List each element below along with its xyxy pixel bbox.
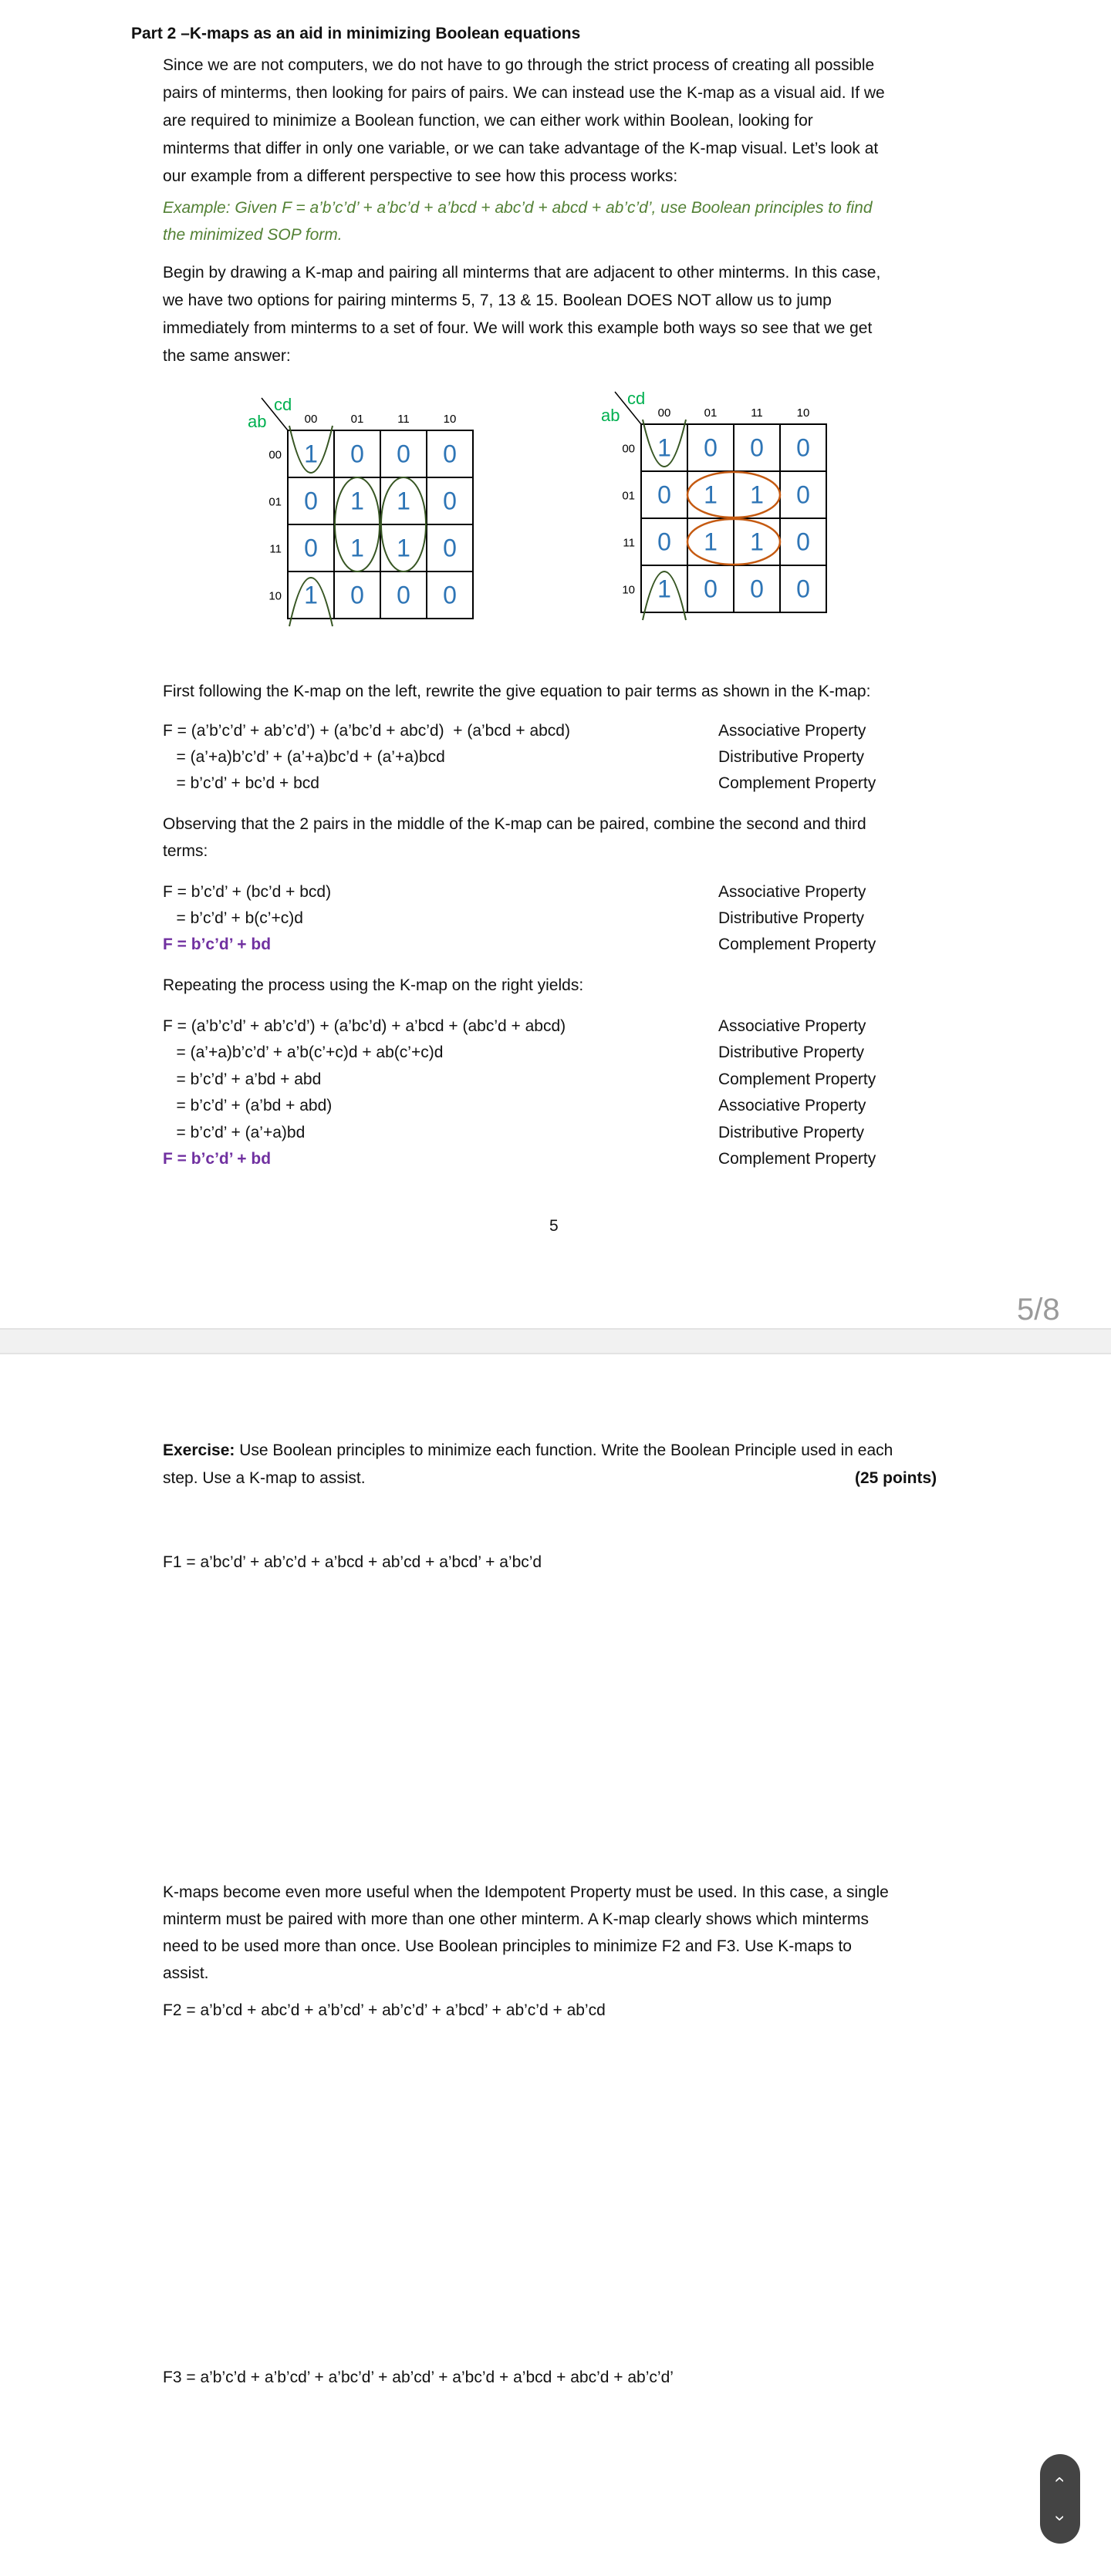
row-label: 00 <box>622 442 635 456</box>
step-expression: F = (a’b’c’d’ + ab’c’d’) + (a’bc’d) + a’bcd + (abc’d + abcd) <box>163 1017 566 1035</box>
kmap-cell-value: 1 <box>350 534 364 562</box>
kmap-cell-value: 0 <box>704 575 718 603</box>
observing-line: terms: <box>163 842 208 860</box>
kmap-cell-value: 0 <box>304 534 318 562</box>
kmap-cell-value: 1 <box>750 528 764 556</box>
col-var-label: cd <box>274 395 292 414</box>
kmap-cell-value: 0 <box>397 440 410 468</box>
step-property: Associative Property <box>718 722 866 740</box>
col-label: 01 <box>350 413 364 426</box>
step-property: Distributive Property <box>718 1123 865 1141</box>
kmap-cell-value: 1 <box>657 575 671 603</box>
kmap-cell-value: 0 <box>443 440 457 468</box>
begin-line: we have two options for pairing minterms 5, 7, 13 & 15. Boolean DOES NOT allow us to jump <box>163 292 832 309</box>
kmap-cell-value: 0 <box>657 528 671 556</box>
kmap-left <box>231 386 478 640</box>
kmap-cell-value: 0 <box>796 480 810 509</box>
f2-equation: F2 = a’b’cd + abc’d + a’b’cd’ + ab’c’d’ + a’bcd’ + ab’c’d + ab’cd <box>163 2001 606 2019</box>
step-property: Complement Property <box>718 1070 876 1088</box>
kmap-cell-value: 0 <box>443 581 457 609</box>
step-property: Complement Property <box>718 1150 876 1168</box>
intro-line: pairs of minterms, then looking for pairs of pairs. We can instead use the K-map as a visual aid. If we <box>163 84 885 102</box>
repeating-text: Repeating the process using the K-map on the right yields: <box>163 976 584 994</box>
col-label: 10 <box>443 413 457 426</box>
row-label: 10 <box>622 583 635 597</box>
step-property: Complement Property <box>718 936 876 953</box>
idem-line: minterm must be paired with more than one other minterm. A K-map clearly shows which minterms <box>163 1910 870 1928</box>
exercise-points: (25 points) <box>855 1469 937 1487</box>
kmap-cell-value: 0 <box>657 480 671 509</box>
step-expression: = (a’+a)b’c’d’ + (a’+a)bc’d + (a’+a)bcd <box>163 748 445 766</box>
intro-line: our example from a different perspective to see how this process works: <box>163 167 678 185</box>
col-label: 11 <box>751 406 763 420</box>
kmap-cell-value: 1 <box>397 534 410 562</box>
step-expression: F = b’c’d’ + bd <box>163 936 272 953</box>
row-label: 01 <box>622 489 635 503</box>
step-expression: F = (a’b’c’d’ + ab’c’d’) + (a’bc’d + abc’d) + (a’bcd + abcd) <box>163 722 570 740</box>
row-label: 11 <box>269 542 282 556</box>
step-property: Associative Property <box>718 1097 866 1115</box>
section-title: Part 2 –K-maps as an aid in minimizing Boolean equations <box>131 25 581 42</box>
step-property: Distributive Property <box>718 748 865 766</box>
chevron-down-icon[interactable]: › <box>1040 2499 1080 2537</box>
row-label: 11 <box>623 536 635 550</box>
exercise-line-1 <box>163 1441 893 1460</box>
step-property: Associative Property <box>718 1017 866 1035</box>
col-label: 01 <box>704 406 718 420</box>
step-expression: = (a’+a)b’c’d’ + a’b(c’+c)d + ab(c’+c)d <box>163 1044 444 1062</box>
kmap-cell-value: 0 <box>397 581 410 609</box>
kmap-cell-value: 0 <box>350 440 364 468</box>
kmap-right <box>585 379 839 634</box>
kmap-cell-value: 1 <box>704 480 718 509</box>
idem-line: assist. <box>163 1964 209 1982</box>
col-var-label: cd <box>627 389 646 408</box>
first-following-text: First following the K-map on the left, rewrite the give equation to pair terms as shown in the K-map: <box>163 683 871 700</box>
kmap-cell-value: 1 <box>304 581 318 609</box>
page-separator <box>0 1328 1111 1354</box>
row-var-label: ab <box>248 412 267 431</box>
kmap-cell-value: 0 <box>443 534 457 562</box>
exercise-line-2: step. Use a K-map to assist. <box>163 1469 366 1487</box>
row-label: 01 <box>268 495 282 509</box>
step-property: Distributive Property <box>718 909 865 927</box>
col-label: 11 <box>397 413 410 426</box>
step-property: Distributive Property <box>718 1044 865 1062</box>
kmap-cell-value: 0 <box>796 528 810 556</box>
idem-line: need to be used more than once. Use Boolean principles to minimize F2 and F3. Use K-maps to <box>163 1937 852 1955</box>
intro-line: Since we are not computers, we do not have to go through the strict process of creating all possible <box>163 56 875 74</box>
step-property: Complement Property <box>718 774 876 792</box>
page-counter: 5/8 <box>1017 1293 1060 1327</box>
kmap-cell-value: 0 <box>750 433 764 462</box>
f1-equation: F1 = a’bc’d’ + ab’c’d + a’bcd + ab’cd + a’bcd’ + a’bc’d <box>163 1553 542 1571</box>
f3-equation: F3 = a’b’c’d + a’b’cd’ + a’bc’d’ + ab’cd’ + a’bc’d + a’bcd + abc’d + ab’c’d’ <box>163 2369 674 2386</box>
row-label: 00 <box>268 448 282 462</box>
chevron-up-icon[interactable]: ‹ <box>1040 2460 1080 2499</box>
kmap-cell-value: 1 <box>304 440 318 468</box>
begin-line: Begin by drawing a K-map and pairing all minterms that are adjacent to other minterms. In this case, <box>163 264 881 282</box>
kmap-cell-value: 0 <box>796 433 810 462</box>
kmap-cell-value: 1 <box>657 433 671 462</box>
exercise-label: Exercise: <box>163 1441 235 1459</box>
kmap-cell-value: 0 <box>443 487 457 515</box>
col-label: 10 <box>796 406 810 420</box>
kmap-cell-value: 0 <box>704 433 718 462</box>
kmap-cell-value: 0 <box>796 575 810 603</box>
kmap-cell-value: 0 <box>350 581 364 609</box>
kmap-cell-value: 1 <box>704 528 718 556</box>
step-expression: = b’c’d’ + a’bd + abd <box>163 1070 322 1088</box>
intro-line: are required to minimize a Boolean function, we can either work within Boolean, looking for <box>163 112 813 130</box>
page-nav-pill <box>1040 2454 1080 2544</box>
step-expression: = b’c’d’ + (a’bd + abd) <box>163 1097 333 1115</box>
col-label: 00 <box>304 413 318 426</box>
observing-line: Observing that the 2 pairs in the middle of the K-map can be paired, combine the second and third <box>163 815 866 833</box>
kmap-cell-value: 1 <box>750 480 764 509</box>
step-expression: = b’c’d’ + (a’+a)bd <box>163 1123 306 1141</box>
row-label: 10 <box>268 589 282 603</box>
begin-line: immediately from minterms to a set of four. We will work this example both ways so see that we get <box>163 319 873 337</box>
begin-line: the same answer: <box>163 347 291 365</box>
col-label: 00 <box>657 406 671 420</box>
intro-line: minterms that differ in only one variable, or we can take advantage of the K-map visual. Let’s look at <box>163 140 879 157</box>
kmap-cell-value: 0 <box>750 575 764 603</box>
exercise-text: Use Boolean principles to minimize each function. Write the Boolean Principle used in each <box>235 1441 893 1459</box>
page-number: 5 <box>549 1217 559 1235</box>
example-line: Example: Given F = a’b’c’d’ + a’bc’d + a’bcd + abc’d + abcd + ab’c’d’, use Boolean principles to find <box>163 199 873 217</box>
idem-line: K-maps become even more useful when the Idempotent Property must be used. In this case, a single <box>163 1883 889 1901</box>
step-expression: = b’c’d’ + b(c’+c)d <box>163 909 303 927</box>
step-expression: F = b’c’d’ + bd <box>163 1150 272 1168</box>
kmap-cell-value: 0 <box>304 487 318 515</box>
kmap-cell-value: 1 <box>397 487 410 515</box>
row-var-label: ab <box>601 406 620 425</box>
step-property: Associative Property <box>718 883 866 901</box>
step-expression: = b’c’d’ + bc’d + bcd <box>163 774 319 792</box>
step-expression: F = b’c’d’ + (bc’d + bcd) <box>163 883 332 901</box>
example-line: the minimized SOP form. <box>163 226 343 244</box>
kmap-cell-value: 1 <box>350 487 364 515</box>
